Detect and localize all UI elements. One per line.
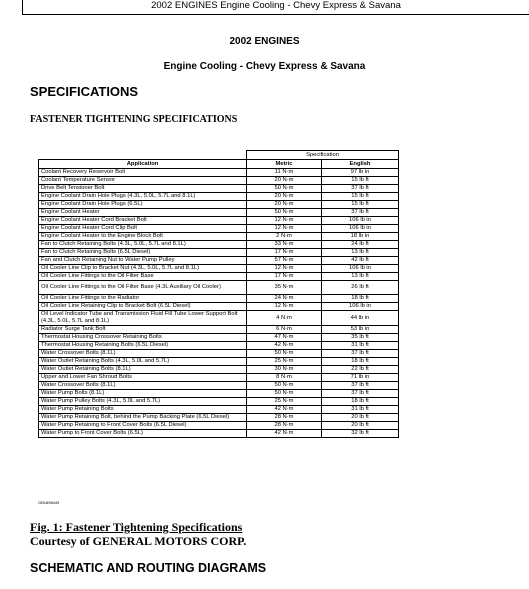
english-cell: 31 lb ft <box>322 342 399 350</box>
table-row <box>39 382 399 390</box>
metric-cell: 28 N·m <box>247 422 322 430</box>
english-cell: 13 lb ft <box>322 273 399 281</box>
english-cell: 31 lb ft <box>322 406 399 414</box>
table-row <box>39 241 399 249</box>
metric-cell: 30 N·m <box>247 366 322 374</box>
courtesy-line: Courtesy of GENERAL MOTORS CORP. <box>30 534 247 548</box>
english-cell: 15 lb ft <box>322 177 399 185</box>
table-row <box>39 295 399 303</box>
table-row <box>39 169 399 177</box>
metric-cell: 20 N·m <box>247 201 322 209</box>
metric-cell: 50 N·m <box>247 350 322 358</box>
english-cell: 71 lb in <box>322 374 399 382</box>
metric-cell: 12 N·m <box>247 303 322 311</box>
metric-cell: 20 N·m <box>247 193 322 201</box>
table-row <box>39 390 399 398</box>
section-heading-specifications: SPECIFICATIONS <box>30 84 139 99</box>
table-row <box>39 193 399 201</box>
table-row <box>39 366 399 374</box>
application-cell: Water Crossover Bolts (8.1L) <box>39 350 247 358</box>
application-cell: Engine Coolant Heater Cord Clip Bolt <box>39 225 247 233</box>
metric-cell: 6 N·m <box>247 326 322 334</box>
application-cell: Thermostat Housing Crossover Retaining Bolts <box>39 334 247 342</box>
english-cell: 106 lb in <box>322 265 399 273</box>
metric-cell: 25 N·m <box>247 358 322 366</box>
application-cell: Water Outlet Retaining Bolts (8.1L) <box>39 366 247 374</box>
english-cell: 20 lb ft <box>322 414 399 422</box>
metric-cell: 24 N·m <box>247 295 322 303</box>
english-cell: 18 lb ft <box>322 398 399 406</box>
application-cell: Water Pump Pulley Bolts (4.3L, 5.0L and 5.7L) <box>39 398 247 406</box>
table-row <box>39 185 399 193</box>
table-row <box>39 225 399 233</box>
metric-cell: 12 N·m <box>247 265 322 273</box>
table-row <box>39 350 399 358</box>
table-row <box>39 209 399 217</box>
table-row <box>39 201 399 209</box>
document-title: 2002 ENGINES <box>229 36 300 47</box>
english-cell: 37 lb ft <box>322 209 399 217</box>
document-subtitle: Engine Cooling - Chevy Express & Savana <box>163 61 366 72</box>
application-cell: Engine Coolant Drain Hole Plugs (6.5L) <box>39 201 247 209</box>
table-row <box>39 398 399 406</box>
application-cell: Water Outlet Retaining Bolts (4.3L, 5.0L and 5.7L) <box>39 358 247 366</box>
metric-cell: 12 N·m <box>247 225 322 233</box>
metric-cell: 50 N·m <box>247 209 322 217</box>
running-header <box>22 0 529 15</box>
english-cell: 15 lb ft <box>322 201 399 209</box>
metric-cell: 42 N·m <box>247 342 322 350</box>
table-header-application: Application <box>39 160 247 169</box>
english-cell: 97 lb in <box>322 169 399 177</box>
table-row <box>39 422 399 430</box>
english-cell: 37 lb ft <box>322 382 399 390</box>
english-cell: 106 lb in <box>322 217 399 225</box>
application-cell: Oil Cooler Line Fittings to the Radiator <box>39 295 247 303</box>
metric-cell: 4 N·m <box>247 311 322 326</box>
table-row <box>39 334 399 342</box>
application-cell: Fan to Clutch Retaining Bolts (6.5L Diesel) <box>39 249 247 257</box>
table-row <box>39 430 399 438</box>
table-row <box>39 281 399 295</box>
table-row <box>39 303 399 311</box>
english-cell: 18 lb ft <box>322 295 399 303</box>
table-row <box>39 233 399 241</box>
application-cell: Water Pump Bolts (8.1L) <box>39 390 247 398</box>
metric-cell: 17 N·m <box>247 273 322 281</box>
subsection-heading-fastener: FASTENER TIGHTENING SPECIFICATIONS <box>30 114 238 125</box>
english-cell: 37 lb ft <box>322 350 399 358</box>
table-header-english: English <box>322 160 399 169</box>
english-cell: 37 lb ft <box>322 185 399 193</box>
english-cell: 35 lb ft <box>322 334 399 342</box>
english-cell: 106 lb in <box>322 303 399 311</box>
english-cell: 53 lb in <box>322 326 399 334</box>
section-heading-schematic: SCHEMATIC AND ROUTING DIAGRAMS <box>30 561 267 575</box>
table-row <box>39 257 399 265</box>
metric-cell: 12 N·m <box>247 217 322 225</box>
english-cell: 18 lb ft <box>322 358 399 366</box>
metric-cell: 20 N·m <box>247 177 322 185</box>
application-cell: Engine Coolant Heater <box>39 209 247 217</box>
application-cell: Engine Coolant Heater Cord Bracket Bolt <box>39 217 247 225</box>
application-cell: Water Crossover Bolts (8.1L) <box>39 382 247 390</box>
english-cell: 26 lb ft <box>322 281 399 295</box>
english-cell: 18 lb in <box>322 233 399 241</box>
metric-cell: 57 N·m <box>247 257 322 265</box>
application-cell: Oil Cooler Line Retaining Clip to Bracket Bolt (6.5L Diesel) <box>39 303 247 311</box>
table-row <box>39 311 399 326</box>
application-cell: Water Pump Retaining Bolts <box>39 406 247 414</box>
metric-cell: 28 N·m <box>247 414 322 422</box>
table-row <box>39 217 399 225</box>
table-row <box>39 414 399 422</box>
application-cell: Fan to Clutch Retaining Bolts (4.3L, 5.0L, 5.7L and 8.1L) <box>39 241 247 249</box>
application-cell: Oil Cooler Line Clip to Bracket Nut (4.3L, 5.0L, 5.7L and 8.1L) <box>39 265 247 273</box>
figure-code: GB1898449 <box>38 500 60 505</box>
application-cell: Oil Level Indicator Tube and Transmission Fluid Fill Tube Lower Support Bolt (4.3L, 5.0L, 5.7L and 8.1L) <box>39 311 247 326</box>
metric-cell: 2 N·m <box>247 233 322 241</box>
table-header-metric: Metric <box>247 160 322 169</box>
table-row <box>39 249 399 257</box>
application-cell: Thermostat Housing Retaining Bolts (6.5L Diesel) <box>39 342 247 350</box>
metric-cell: 42 N·m <box>247 406 322 414</box>
metric-cell: 50 N·m <box>247 185 322 193</box>
application-cell: Drive Belt Tensioner Bolt <box>39 185 247 193</box>
table-row <box>39 342 399 350</box>
table-group-header: Specification <box>247 151 399 160</box>
metric-cell: 8 N·m <box>247 374 322 382</box>
running-header-title: 2002 ENGINES Engine Cooling - Chevy Express & Savana <box>151 0 401 11</box>
table-row <box>39 374 399 382</box>
english-cell: 13 lb ft <box>322 249 399 257</box>
english-cell: 44 lb in <box>322 311 399 326</box>
table-row <box>39 406 399 414</box>
metric-cell: 35 N·m <box>247 281 322 295</box>
application-cell: Fan and Clutch Retaining Nut to Water Pump Pulley <box>39 257 247 265</box>
english-cell: 37 lb ft <box>322 390 399 398</box>
application-cell: Water Pump Retaining to Front Cover Bolts (6.5L Diesel) <box>39 422 247 430</box>
metric-cell: 42 N·m <box>247 430 322 438</box>
application-cell: Upper and Lower Fan Shroud Bolts <box>39 374 247 382</box>
application-cell: Coolant Temperature Sensor <box>39 177 247 185</box>
fastener-spec-table <box>38 150 399 438</box>
metric-cell: 25 N·m <box>247 398 322 406</box>
application-cell: Water Pump to Front Cover Bolts (6.5L) <box>39 430 247 438</box>
english-cell: 42 lb ft <box>322 257 399 265</box>
metric-cell: 11 N·m <box>247 169 322 177</box>
metric-cell: 50 N·m <box>247 382 322 390</box>
metric-cell: 50 N·m <box>247 390 322 398</box>
application-cell: Radiator Surge Tank Bolt <box>39 326 247 334</box>
table-row <box>39 273 399 281</box>
english-cell: 15 lb ft <box>322 193 399 201</box>
metric-cell: 33 N·m <box>247 241 322 249</box>
table-corner-blank <box>39 151 247 160</box>
application-cell: Coolant Recovery Reservoir Bolt <box>39 169 247 177</box>
application-cell: Engine Coolant Drain Hole Plugs (4.3L, 5.0L, 5.7L and 8.1L) <box>39 193 247 201</box>
metric-cell: 17 N·m <box>247 249 322 257</box>
application-cell: Oil Cooler Line Fittings to the Oil Filter Base <box>39 273 247 281</box>
table-row <box>39 177 399 185</box>
english-cell: 32 lb ft <box>322 430 399 438</box>
application-cell: Oil Cooler Line Fittings to the Oil Filter Base (4.3L Auxiliary Oil Cooler) <box>39 281 247 295</box>
application-cell: Engine Coolant Heater to the Engine Block Bolt <box>39 233 247 241</box>
english-cell: 24 lb ft <box>322 241 399 249</box>
table-row <box>39 265 399 273</box>
metric-cell: 47 N·m <box>247 334 322 342</box>
figure-caption[interactable]: Fig. 1: Fastener Tightening Specifications <box>30 520 243 534</box>
english-cell: 106 lb in <box>322 225 399 233</box>
table-body <box>39 169 399 438</box>
application-cell: Water Pump Retaining Bolt, behind the Pump Backing Plate (6.5L Diesel) <box>39 414 247 422</box>
table-row <box>39 358 399 366</box>
english-cell: 20 lb ft <box>322 422 399 430</box>
english-cell: 22 lb ft <box>322 366 399 374</box>
table-row <box>39 326 399 334</box>
